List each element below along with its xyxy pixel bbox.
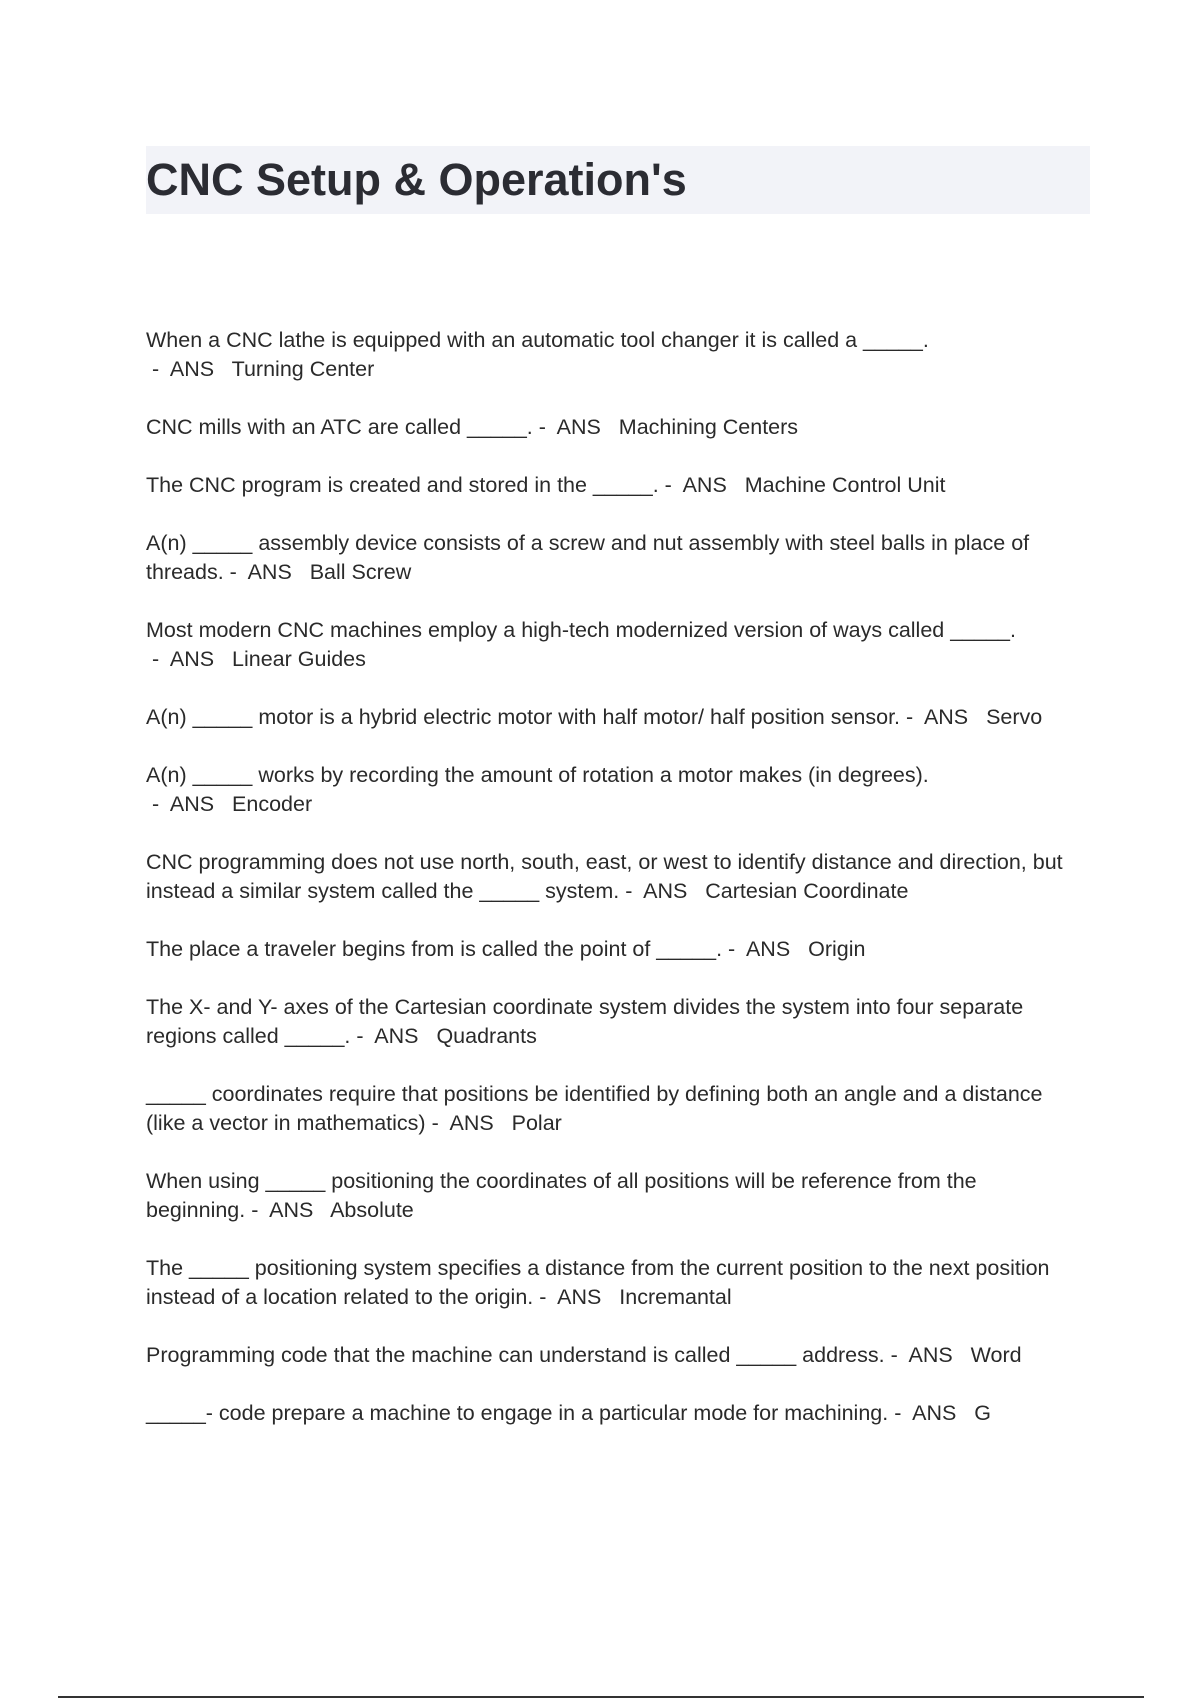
answer-text: Word xyxy=(970,1343,1022,1367)
answer-text: Polar xyxy=(511,1111,562,1135)
question-text: A(n) _____ works by recording the amount of rotation a motor makes (in degrees). xyxy=(146,763,929,787)
answer-separator: - ANS xyxy=(350,1024,437,1048)
answer-text: Machine Control Unit xyxy=(744,473,946,497)
question-text: The _____ positioning system specifies a distance from the current position to the next position instead of a location related to the origin. xyxy=(146,1256,1050,1309)
qa-item xyxy=(146,1254,1076,1312)
answer-text: Origin xyxy=(808,937,866,961)
question-text: The CNC program is created and stored in the _____. xyxy=(146,473,659,497)
qa-item xyxy=(146,761,1076,819)
answer-separator: - ANS xyxy=(146,647,233,671)
question-text: CNC mills with an ATC are called _____. xyxy=(146,415,533,439)
qa-item xyxy=(146,413,1076,442)
question-text: Most modern CNC machines employ a high-tech modernized version of ways called _____. xyxy=(146,618,1016,642)
answer-text: Encoder xyxy=(232,792,313,816)
answer-separator: - ANS xyxy=(223,560,310,584)
qa-item xyxy=(146,1341,1076,1370)
answer-text: Servo xyxy=(986,705,1043,729)
qa-list xyxy=(146,326,1076,1457)
answer-text: G xyxy=(974,1401,991,1425)
qa-item xyxy=(146,529,1076,587)
answer-text: Quadrants xyxy=(436,1024,537,1048)
answer-text: Linear Guides xyxy=(232,647,366,671)
answer-separator: - ANS xyxy=(658,473,745,497)
answer-separator: - ANS xyxy=(884,1343,971,1367)
qa-item xyxy=(146,935,1076,964)
answer-separator: - ANS xyxy=(619,879,706,903)
answer-separator: - ANS xyxy=(146,357,232,381)
question-text: Programming code that the machine can understand is called _____ address. xyxy=(146,1343,885,1367)
question-text: _____ coordinates require that positions be identified by defining both an angle and a distance (like a vector in mathematics) xyxy=(146,1082,1043,1135)
answer-separator: - ANS xyxy=(245,1198,331,1222)
question-text: The X- and Y- axes of the Cartesian coordinate system divides the system into four separate regions called _____. xyxy=(146,995,1024,1048)
answer-text: Cartesian Coordinate xyxy=(705,879,909,903)
qa-item xyxy=(146,1399,1076,1428)
answer-separator: - ANS xyxy=(146,792,233,816)
qa-item xyxy=(146,616,1076,674)
qa-item xyxy=(146,471,1076,500)
answer-separator: - ANS xyxy=(722,937,809,961)
qa-item xyxy=(146,326,1076,384)
answer-separator: - ANS xyxy=(425,1111,512,1135)
answer-text: Absolute xyxy=(330,1198,414,1222)
question-text: A(n) _____ motor is a hybrid electric motor with half motor/ half position sensor. xyxy=(146,705,901,729)
qa-item xyxy=(146,993,1076,1051)
answer-text: Turning Center xyxy=(231,357,375,381)
footer-divider xyxy=(58,1696,1144,1698)
question-text: A(n) _____ assembly device consists of a screw and nut assembly with steel balls in place of threads. xyxy=(146,531,1030,584)
question-text: When using _____ positioning the coordinates of all positions will be reference from the beginning. xyxy=(146,1169,977,1222)
question-text: CNC programming does not use north, south, east, or west to identify distance and direction, but instead a similar system called the _____ system. xyxy=(146,850,1063,903)
answer-text: Machining Centers xyxy=(618,415,799,439)
qa-item xyxy=(146,1080,1076,1138)
answer-separator: - ANS xyxy=(532,415,619,439)
question-text: _____- code prepare a machine to engage in a particular mode for machining. xyxy=(146,1401,889,1425)
page-title: CNC Setup & Operation's xyxy=(146,154,687,205)
question-text: The place a traveler begins from is called the point of _____. xyxy=(146,937,723,961)
qa-item xyxy=(146,703,1076,732)
answer-separator: - ANS xyxy=(900,705,987,729)
answer-separator: - ANS xyxy=(533,1285,620,1309)
answer-text: Ball Screw xyxy=(309,560,412,584)
title-banner xyxy=(146,146,1090,214)
qa-item xyxy=(146,1167,1076,1225)
answer-text: Incremantal xyxy=(619,1285,732,1309)
answer-separator: - ANS xyxy=(888,1401,975,1425)
question-text: When a CNC lathe is equipped with an automatic tool changer it is called a _____. xyxy=(146,328,929,352)
qa-item xyxy=(146,848,1076,906)
